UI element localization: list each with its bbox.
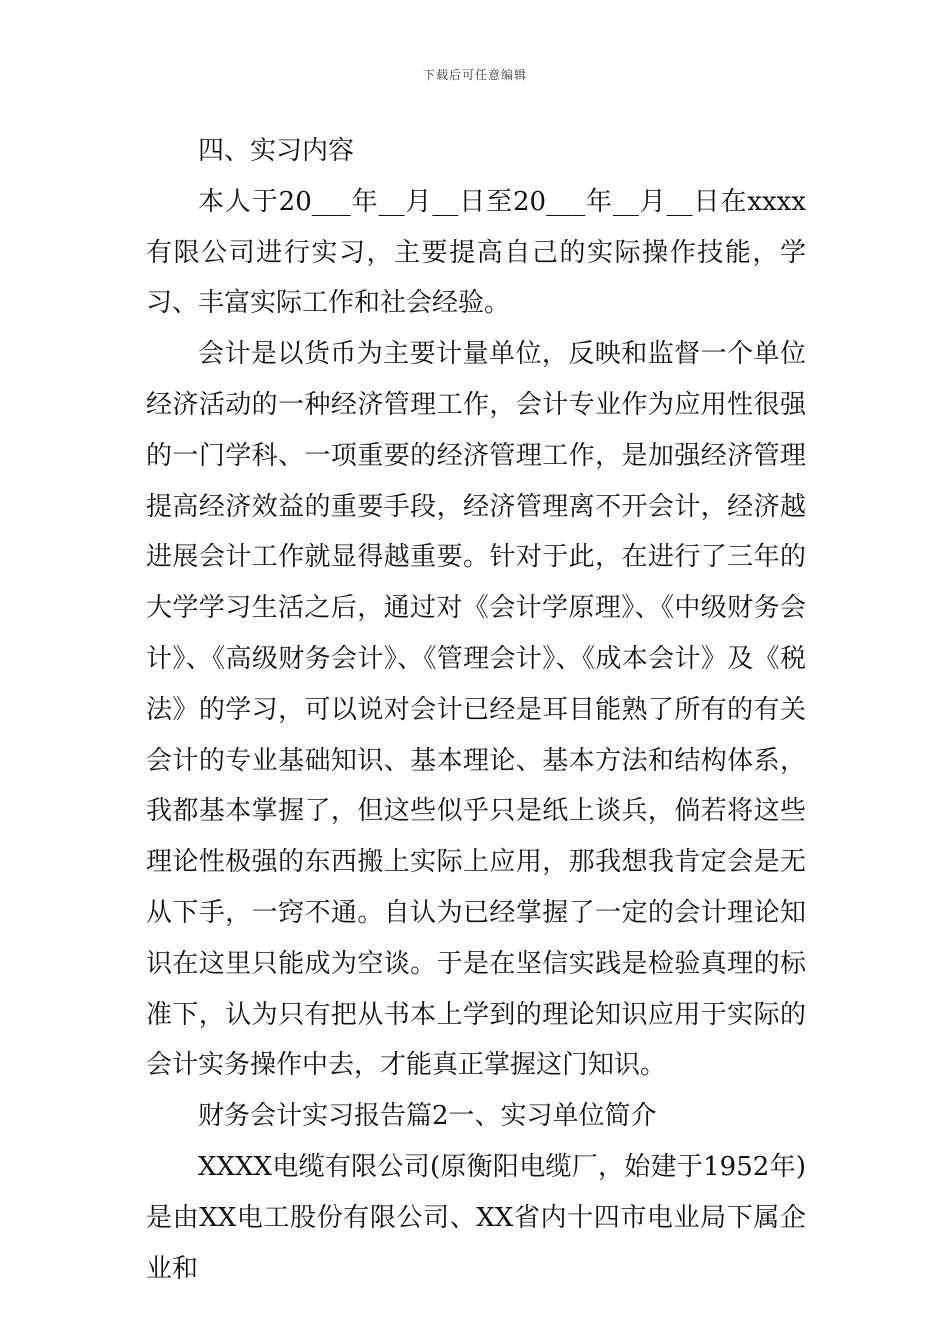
section-heading: 四、实习内容 [198, 136, 355, 166]
section-heading-report-2: 财务会计实习报告篇2一、实习单位简介 [198, 1101, 657, 1132]
paragraph-internship-period: 本人于20___年__月__日至20___年__月__日在xxxx有限公司进行实习，主要提高自己的实际操作技能，学习、丰富实际工作和社会经验。 [146, 186, 806, 319]
document-body [146, 126, 806, 1294]
paragraph-accounting-description: 会计是以货币为主要计量单位，反映和监督一个单位经济活动的一种经济管理工作，会计专业作为应用性很强的一门学科、一项重要的经济管理工作，是加强经济管理提高经济效益的重要手段，经济管理离不开会计，经济越进展会计工作就显得越重要。针对于此，在进行了三年的大学学习生活之后，通过对《会计学原理》、《中级财务会计》、《高级财务会计》、《管理会计》、《成本会计》及《税法》的学习，可以说对会计已经是耳目能熟了所有的有关会计的专业基础知识、基本理论、基本方法和结构体系，我都基本掌握了，但这些似乎只是纸上谈兵，倘若将这些理论性极强的东西搬上实际上应用，那我想我肯定会是无从下手，一窍不通。自认为已经掌握了一定的会计理论知识在这里只能成为空谈。于是在坚信实践是检验真理的标准下，认为只有把从书本上学到的理论知识应用于实际的会计实务操作中去，才能真正掌握这门知识。 [146, 339, 806, 1081]
page-header: 下载后可任意编辑 [422, 68, 527, 82]
paragraph-company-intro: XXXX电缆有限公司(原衡阳电缆厂，始建于1952年)是由XX电工股份有限公司、XX省内十四市电业局下属企业和 [146, 1151, 806, 1284]
